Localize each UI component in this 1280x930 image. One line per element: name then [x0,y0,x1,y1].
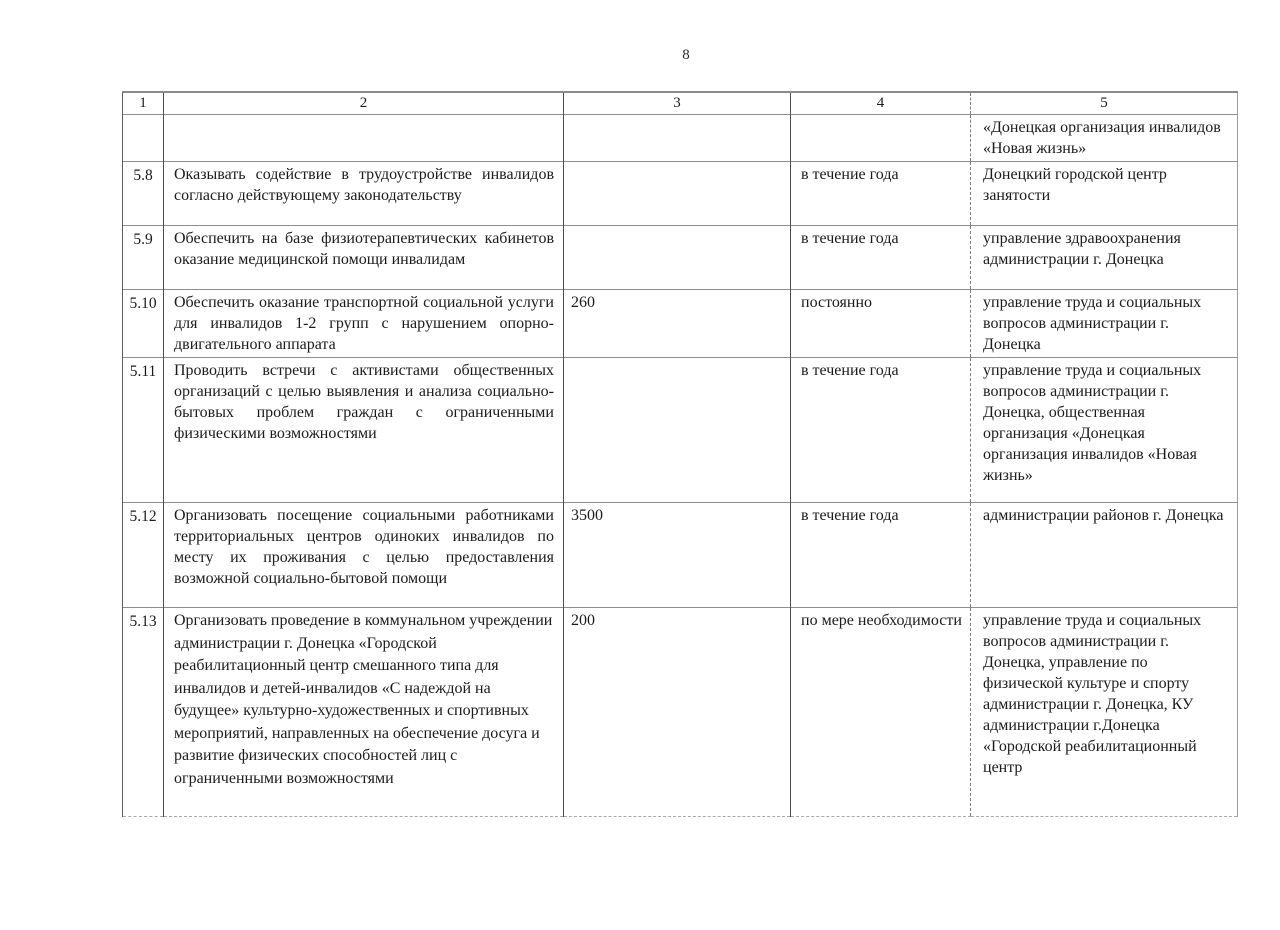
quantity-cell [564,162,791,226]
quantity-cell [564,358,791,503]
row-number-cell [123,115,164,162]
row-number-cell: 5.8 [123,162,164,226]
row-number-cell: 5.13 [123,608,164,817]
column-header-3: 3 [564,92,791,115]
quantity-cell: 200 [564,608,791,817]
row-number-cell: 5.9 [123,226,164,290]
term-cell: по мере необходимости [791,608,971,817]
activity-cell: Обеспечить на базе физиотерапевтических кабинетов оказание медицинской помощи инвалидам [164,226,564,290]
quantity-cell: 260 [564,290,791,358]
table-row-5-9 [123,226,1238,290]
row-number-cell: 5.10 [123,290,164,358]
responsible-cell: управление труда и социальных вопросов администрации г. Донецка, управление по физической культуре и спорту администрации г. Донецка, КУ администрации г.Донецка «Городской реабилитационный центр [971,608,1238,817]
activity-cell: Организовать проведение в коммунальном учреждении администрации г. Донецка «Городской реабилитационный центр смешанного типа для инвалидов и детей-инвалидов «С надеждой на будущее» культурно-художественных и спортивных мероприятий, направленных на обеспечение досуга и развитие физических способностей лиц с ограниченными возможностями [164,608,564,817]
responsible-cell: управление здравоохранения администрации г. Донецка [971,226,1238,290]
row-number-cell: 5.11 [123,358,164,503]
table-row-5-8 [123,162,1238,226]
term-cell: постоянно [791,290,971,358]
column-header-4: 4 [791,92,971,115]
table-row-5-11 [123,358,1238,503]
row-number-cell: 5.12 [123,503,164,608]
activity-cell: Оказывать содействие в трудоустройстве инвалидов согласно действующему законодательству [164,162,564,226]
term-cell: в течение года [791,226,971,290]
activity-cell: Организовать посещение социальными работниками территориальных центров одиноких инвалидов по месту их проживания с целью предоставления возможной социально-бытовой помощи [164,503,564,608]
responsible-cell: администрации районов г. Донецка [971,503,1238,608]
column-header-5: 5 [971,92,1238,115]
table-row-5-10 [123,290,1238,358]
activity-cell: Обеспечить оказание транспортной социальной услуги для инвалидов 1-2 групп с нарушением опорно-двигательного аппарата [164,290,564,358]
responsible-cell: управление труда и социальных вопросов администрации г. Донецка, общественная организация «Донецкая организация инвалидов «Новая жизнь» [971,358,1238,503]
table-row-continuation [123,115,1238,162]
column-header-2: 2 [164,92,564,115]
responsible-cell: управление труда и социальных вопросов администрации г. Донецка [971,290,1238,358]
term-cell: в течение года [791,503,971,608]
table-header-row [123,92,1238,115]
activity-cell: Проводить встречи с активистами общественных организаций с целью выявления и анализа социально-бытовых проблем граждан с ограниченными физическими возможностями [164,358,564,503]
quantity-cell [564,226,791,290]
term-cell [791,115,971,162]
responsible-cell: Донецкий городской центр занятости [971,162,1238,226]
table-row-5-13 [123,608,1238,817]
term-cell: в течение года [791,162,971,226]
responsible-cell: «Донецкая организация инвалидов «Новая жизнь» [971,115,1238,162]
action-plan-table [122,91,1238,817]
term-cell: в течение года [791,358,971,503]
activity-cell [164,115,564,162]
table-row-5-12 [123,503,1238,608]
quantity-cell [564,115,791,162]
column-header-1: 1 [123,92,164,115]
page-number: 8 [682,47,690,63]
quantity-cell: 3500 [564,503,791,608]
